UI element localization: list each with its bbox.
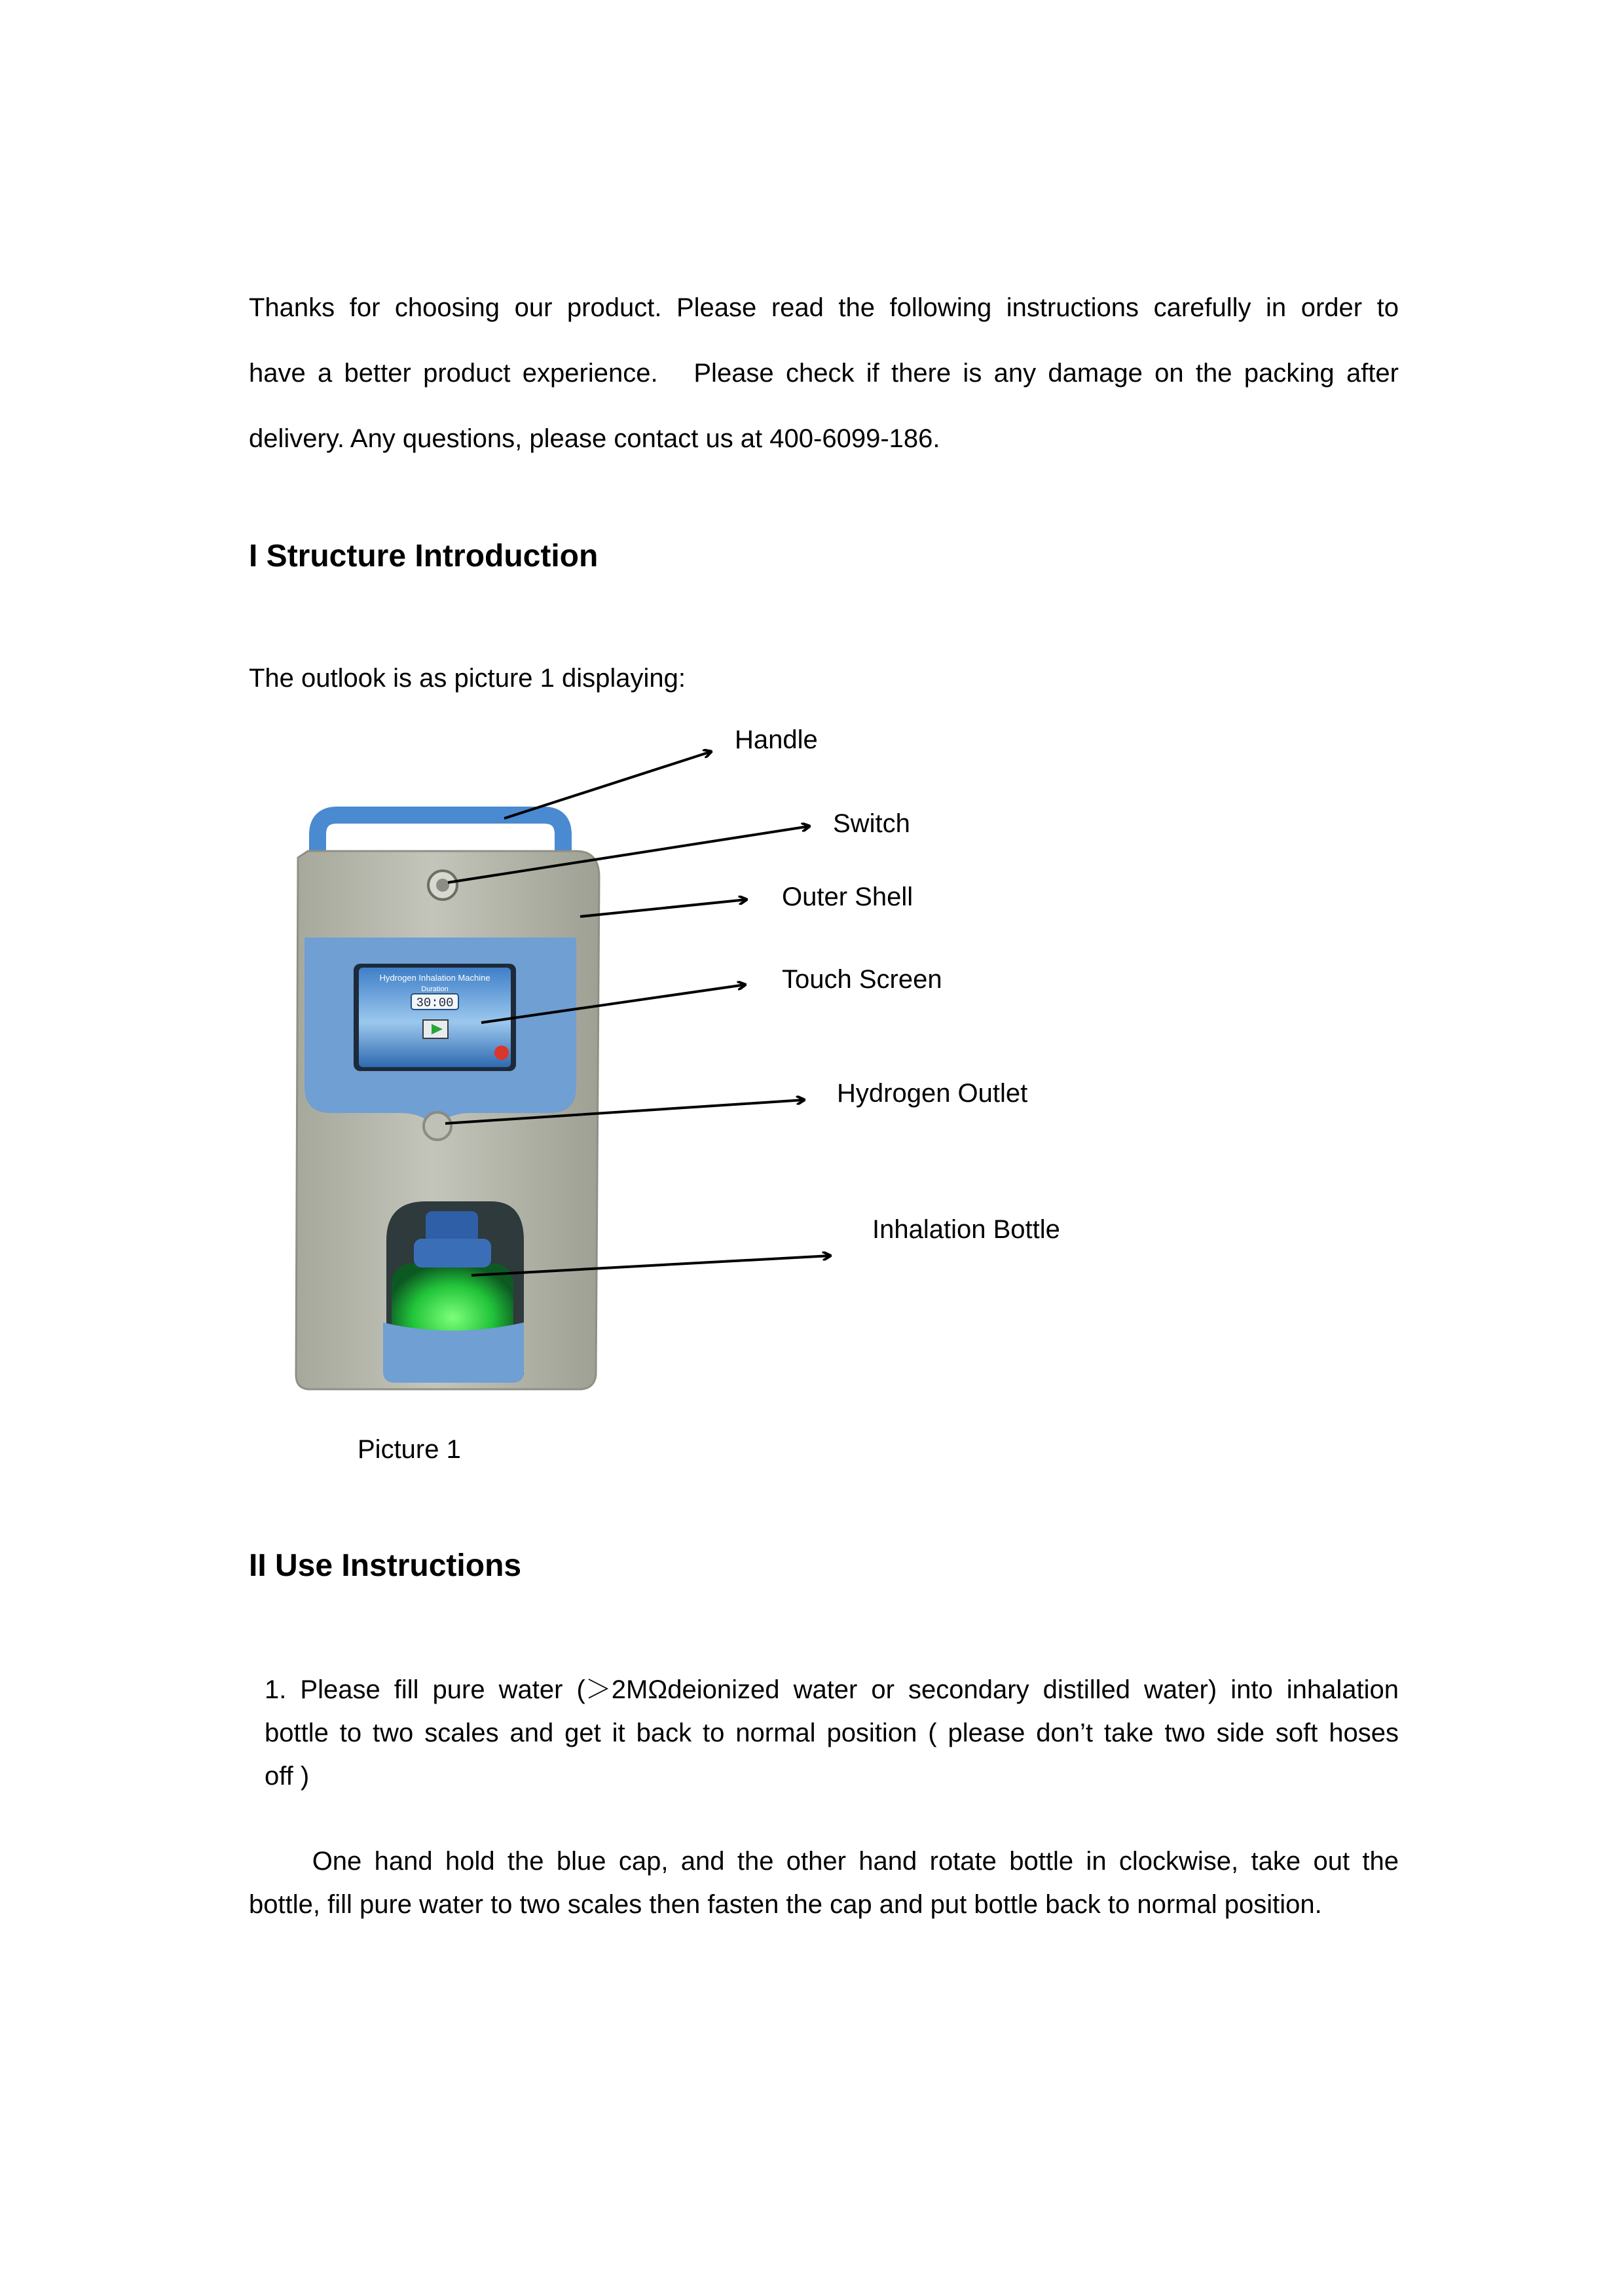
callout-inhalation-bottle: Inhalation Bottle	[872, 1215, 1060, 1244]
screen-title: Hydrogen Inhalation Machine	[379, 973, 490, 983]
paragraph-line: One hand hold the blue cap, and the other hand rotate bottle in clockwise, take out the	[249, 1847, 1399, 1876]
arrow-outer-shell	[580, 900, 747, 917]
intro-line: Thanks for choosing our product. Please read the following instructions carefully in order to	[249, 293, 1399, 322]
section-heading-use: II Use Instructions	[249, 1548, 522, 1583]
callout-hydrogen-outlet: Hydrogen Outlet	[837, 1079, 1028, 1108]
instruction-paragraph	[249, 1840, 1399, 1926]
instruction-line: 1. Please fill pure water (＞2MΩdeionized water or secondary distilled water) into inhalation	[265, 1675, 1399, 1704]
instruction-item-1	[265, 1668, 1399, 1798]
arrow-handle	[504, 752, 711, 818]
instruction-line: bottle to two scales and get it back to normal position ( please don’t take two side soft hoses	[265, 1719, 1399, 1747]
figure-lead-text: The outlook is as picture 1 displaying:	[249, 664, 686, 693]
screen-timer: 30:00	[416, 996, 454, 1010]
callout-switch: Switch	[833, 809, 910, 838]
paragraph-line: bottle, fill pure water to two scales then fasten the cap and put bottle back to normal position.	[249, 1890, 1322, 1919]
intro-line: have a better product experience. Please check if there is any damage on the packing after	[249, 359, 1399, 388]
screen-duration-label: Duration	[421, 985, 449, 993]
intro-line: delivery. Any questions, please contact us at 400-6099-186.	[249, 424, 940, 453]
bottle-cap-shape	[426, 1211, 478, 1243]
section-heading-structure: I Structure Introduction	[249, 539, 599, 574]
callout-handle: Handle	[735, 725, 818, 754]
instruction-line: off )	[265, 1762, 310, 1791]
hydrogen-outlet-shape	[424, 1112, 451, 1140]
screen-power-icon	[494, 1046, 509, 1060]
bottle-holder-shape	[383, 1322, 524, 1383]
figure-caption: Picture 1	[358, 1435, 461, 1464]
callout-touch-screen: Touch Screen	[782, 965, 942, 994]
callout-outer-shell: Outer Shell	[782, 883, 913, 911]
